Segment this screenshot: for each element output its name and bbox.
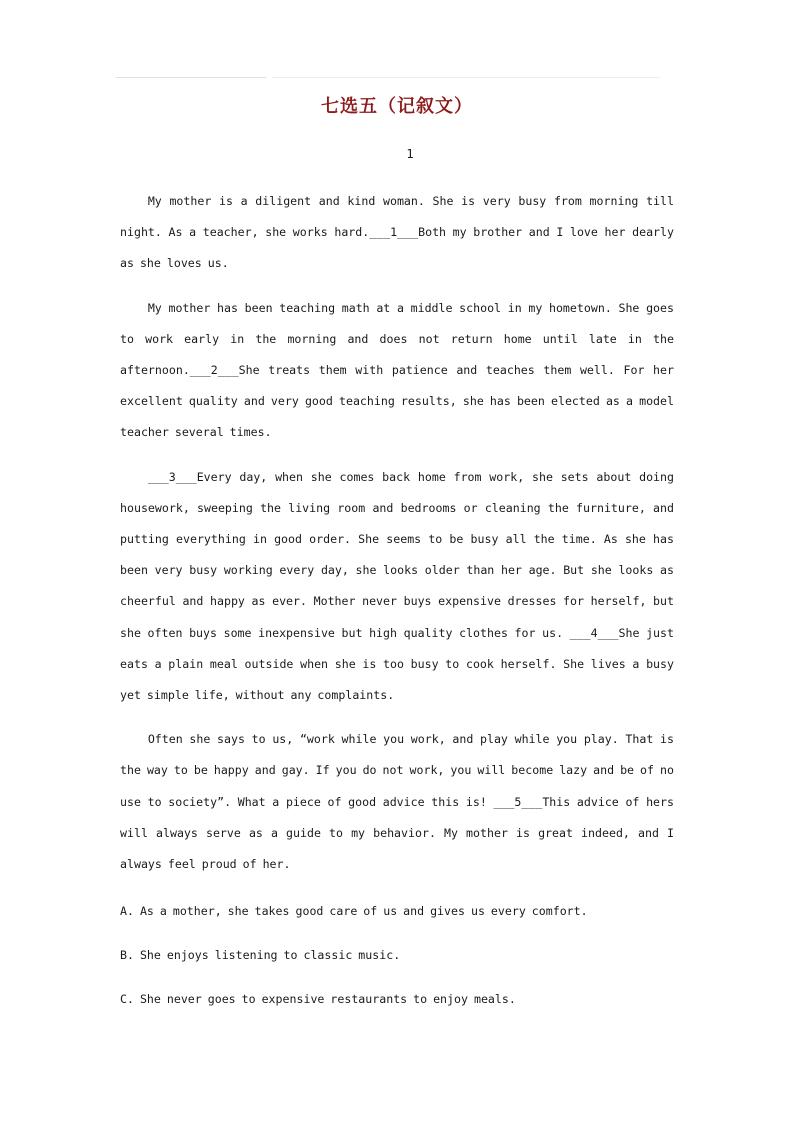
option-c: C. She never goes to expensive restaurants to enjoy meals. xyxy=(120,992,516,1006)
paragraph-1: My mother is a diligent and kind woman. She is very busy from morning till night. As a teacher, she works hard.___1___Both my brother and I love her dearly as she loves us. xyxy=(120,194,674,271)
paragraph-2: My mother has been teaching math at a middle school in my hometown. She goes to work early in the morning and does not return home until late in the afternoon.___2___She treats them with patience and teaches them well. For her excellent quality and very good teaching results, she has been elected as a model teacher several times. xyxy=(120,300,674,440)
page-title: 七选五（记叙文） xyxy=(321,96,473,117)
paragraph-3: ___3___Every day, when she comes back home from work, she sets about doing housework, sweeping the living room and bedrooms or cleaning the furniture, and putting everything in good order. She seems to be busy all the time. As she has been very busy working every day, she looks older than her age. But she looks as cheerful and happy as ever. Mother never buys expensive dresses for herself, but she often buys some inexpensive but high quality clothes for us. ___4___She just eats a plain meal outside when she is too busy to cook herself. She lives a busy yet simple life, without any complaints. xyxy=(120,469,674,703)
option-b: B. She enjoys listening to classic music. xyxy=(120,948,401,962)
answer-options xyxy=(120,896,680,1028)
paragraph-4: Often she says to us, “work while you work, and play while you play. That is the way to be happy and gay. If you do not work, you will become lazy and be of no use to society”. What a piece of good advice this is! ___5___This advice of hers will always serve as a guide to my behavior. My mother is great indeed, and I always feel proud of her. xyxy=(120,732,674,872)
header-divider-left xyxy=(116,77,266,78)
option-a: A. As a mother, she takes good care of us and gives us every comfort. xyxy=(120,904,588,918)
passage-body xyxy=(120,186,674,893)
passage-number: 1 xyxy=(406,147,414,161)
header-divider-right xyxy=(272,77,660,78)
